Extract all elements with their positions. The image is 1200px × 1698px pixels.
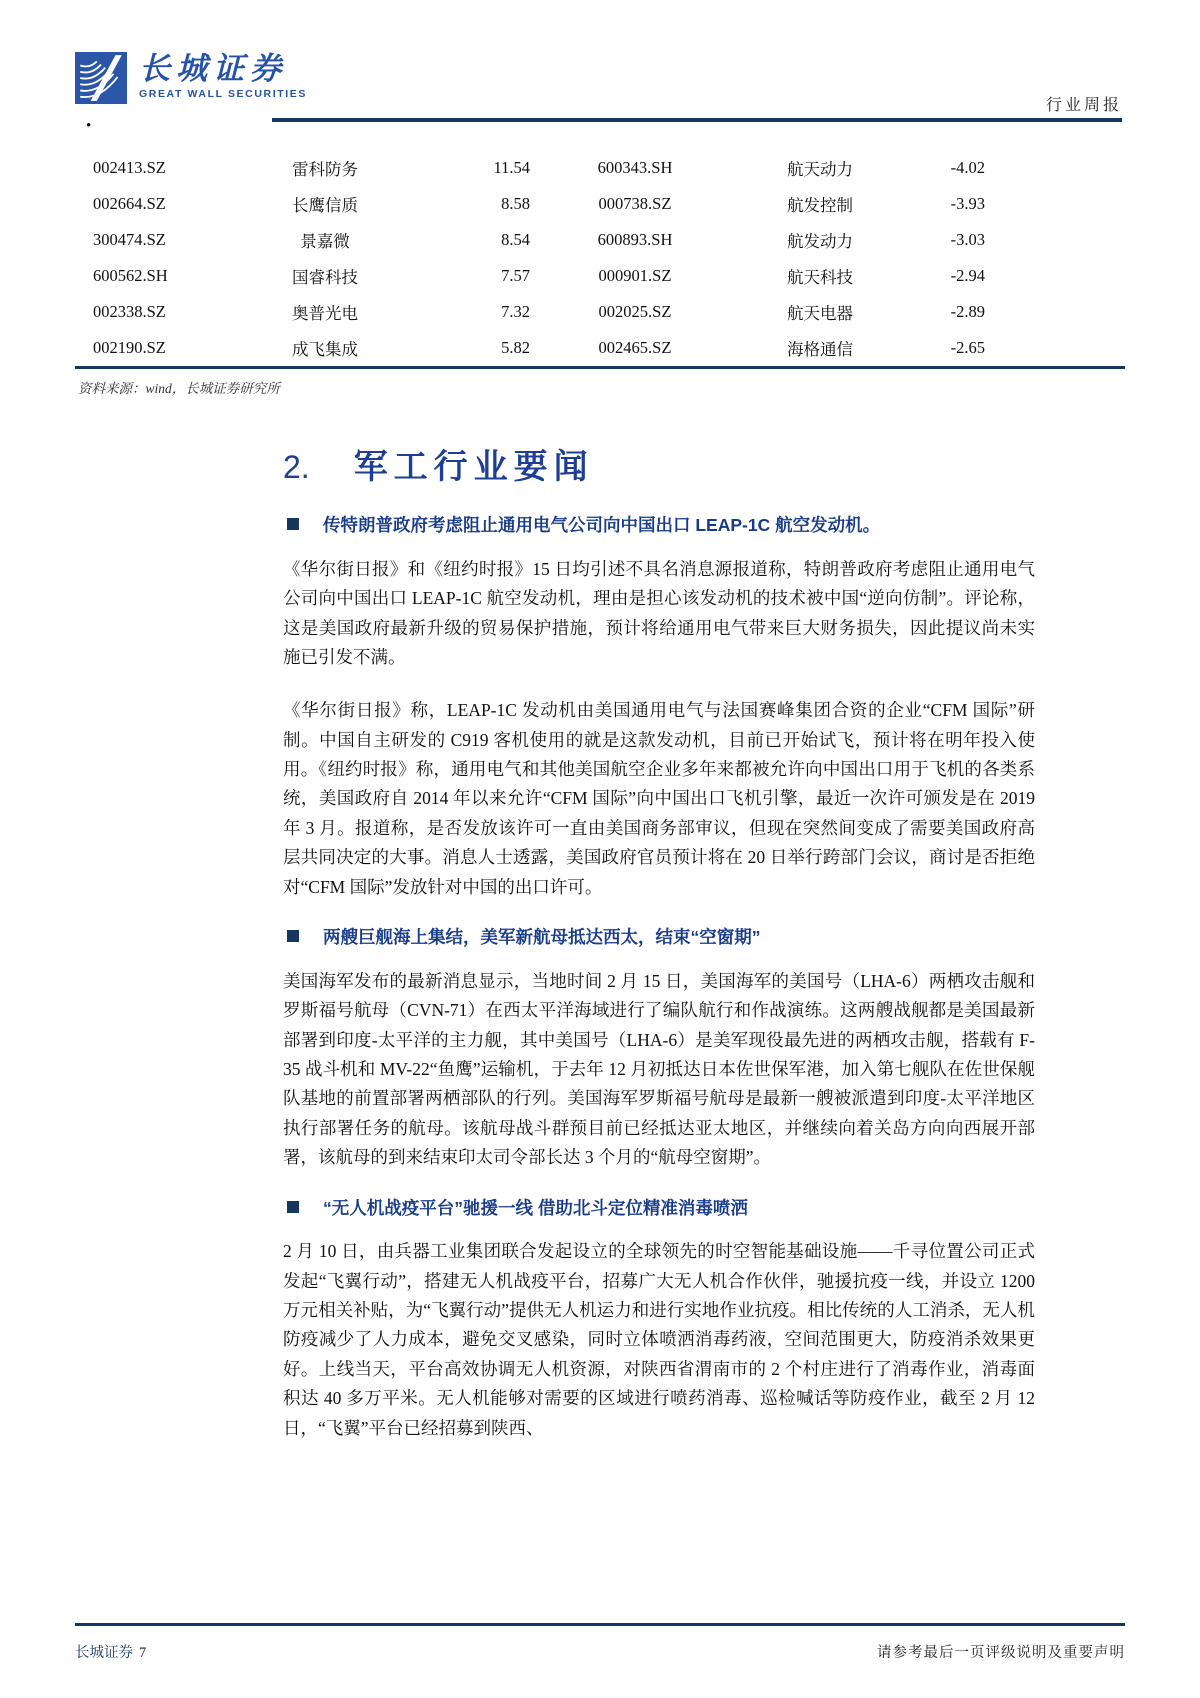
footer-brand-and-page <box>75 1641 146 1662</box>
stray-bullet: • <box>86 118 92 134</box>
news-item <box>283 1197 1035 1443</box>
stock-code: 600343.SH <box>597 158 673 177</box>
footer-page-number: 7 <box>139 1645 147 1661</box>
stock-change: 7.32 <box>501 302 530 321</box>
stock-name: 国睿科技 <box>292 268 358 287</box>
stock-change: -2.94 <box>950 266 985 285</box>
footer-notice: 请参考最后一页评级说明及重要声明 <box>877 1645 1125 1661</box>
stock-change: -2.89 <box>950 302 985 321</box>
news-paragraph: 《华尔街日报》和《纽约时报》15 日均引述不具名消息源报道称，特朗普政府考虑阻止通用电气公司向中国出口 LEAP-1C 航空发动机，理由是担心该发动机的技术被中国“逆向仿制”。评论称，这是美国政府最新升级的贸易保护措施，预计将给通用电气带来巨大财务损失，因此提议尚未实施已引发不满。 <box>283 558 1035 667</box>
stock-change: 11.54 <box>493 158 530 177</box>
stock-name: 雷科防务 <box>292 160 358 179</box>
news-heading-text: 传特朗普政府考虑阻止通用电气公司向中国出口 LEAP-1C 航空发动机。 <box>323 515 881 535</box>
bullet-square-icon <box>287 930 299 942</box>
logo-english-name: GREAT WALL SECURITIES <box>139 88 307 101</box>
stock-code: 002465.SZ <box>598 338 672 357</box>
table-row <box>75 258 1125 294</box>
stock-change: 8.54 <box>501 230 530 249</box>
bullet-square-icon <box>287 518 299 530</box>
stock-name: 航天动力 <box>787 160 853 179</box>
stock-name: 航发动力 <box>787 232 853 251</box>
stock-code: 300474.SZ <box>93 230 166 249</box>
stock-change: -3.93 <box>950 194 985 213</box>
stock-change: 8.58 <box>501 194 530 213</box>
stock-change-table <box>75 150 1125 369</box>
stock-name: 航天电器 <box>787 304 853 323</box>
news-item <box>283 514 1035 902</box>
table-row <box>75 186 1125 222</box>
stock-code: 002664.SZ <box>93 194 166 213</box>
stock-change: 5.82 <box>501 338 530 357</box>
great-wall-wave-icon <box>75 52 127 104</box>
stock-name: 航发控制 <box>787 196 853 215</box>
news-item <box>283 926 1035 1172</box>
news-heading <box>283 926 1035 949</box>
stock-name: 奥普光电 <box>292 304 358 323</box>
stock-change: -3.03 <box>950 230 985 249</box>
news-paragraph: 《华尔街日报》称，LEAP-1C 发动机由美国通用电气与法国赛峰集团合资的企业“CFM 国际”研制。中国自主研发的 C919 客机使用的就是这款发动机，目前已开始试飞，预计将在明年投入使用。《纽约时报》称，通用电气和其他美国航空企业多年来都被允许向中国出口用于飞机的各类系统，美国政府自 2014 年以来允许“CFM 国际”向中国出口飞机引擎，最近一次许可颁发是在 2019 年 3 月。报道称，是否发放该许可一直由美国商务部审议，但现在突然间变成了需要美国政府高层共同决定的大事。消息人士透露，美国政府官员预计将在 20 日举行跨部门会议，商讨是否拒绝对“CFM 国际”发放针对中国的出口许可。 <box>283 700 1035 897</box>
report-type-label: 行业周报 <box>1045 97 1122 114</box>
news-column <box>283 514 1035 1443</box>
source-note: 资料来源：wind，长城证券研究所 <box>78 381 280 396</box>
logo-text <box>139 52 307 100</box>
news-heading-text: “无人机战疫平台”驰援一线 借助北斗定位精准消毒喷洒 <box>323 1197 748 1218</box>
stock-name: 海格通信 <box>787 340 853 359</box>
stock-code: 002413.SZ <box>93 158 166 177</box>
header-rule <box>272 118 1122 122</box>
news-paragraph: 2 月 10 日，由兵器工业集团联合发起设立的全球领先的时空智能基础设施——千寻位置公司正式发起“飞翼行动”，搭建无人机战疫平台，招募广大无人机合作伙伴，驰援抗疫一线，并设立 1200 万元相关补贴，为“飞翼行动”提供无人机运力和进行实地作业抗疫。相比传统的人工消杀，无人机防疫减少了人力成本，避免交叉感染，同时立体喷洒消毒药液，空间范围更大，防疫消杀效果更好。上线当天，平台高效协调无人机资源，对陕西省渭南市的 2 个村庄进行了消毒作业，消毒面积达 40 多万平米。无人机能够对需要的区域进行喷药消毒、巡检喊话等防疫作业，截至 2 月 12 日，“飞翼”平台已经招募到陕西、 <box>283 1241 1035 1438</box>
section-heading <box>283 439 1125 488</box>
news-heading <box>283 514 1035 537</box>
stock-name: 长鹰信质 <box>292 196 358 215</box>
logo-chinese-name: 长城证券 <box>139 51 287 86</box>
bullet-square-icon <box>287 1201 299 1213</box>
section-number: 2. <box>283 449 310 485</box>
news-paragraph: 美国海军发布的最新消息显示，当地时间 2 月 15 日，美国海军的美国号（LHA-6）两栖攻击舰和罗斯福号航母（CVN-71）在西太平洋海域进行了编队航行和作战演练。这两艘战舰都是美国最新部署到印度-太平洋的主力舰，其中美国号（LHA-6）是美军现役最先进的两栖攻击舰，搭载有 F-35 战斗机和 MV-22“鱼鹰”运输机，于去年 12 月初抵达日本佐世保军港，加入第七舰队在佐世保舰队基地的前置部署两栖部队的行列。美国海军罗斯福号航母是最新一艘被派遣到印度-太平洋地区执行部署任务的航母。该航母战斗群预目前已经抵达亚太地区，并继续向着关岛方向向西展开部署，该航母的到来结束印太司令部长达 3 个月的“航母空窗期”。 <box>283 970 1035 1168</box>
page-footer <box>75 1623 1125 1662</box>
footer-brand: 长城证券 <box>75 1645 133 1661</box>
company-logo <box>75 52 307 104</box>
stock-code: 002025.SZ <box>598 302 672 321</box>
table-row <box>75 150 1125 186</box>
stock-code: 600562.SH <box>93 266 168 285</box>
stock-change: -2.65 <box>950 338 985 357</box>
stock-code: 000738.SZ <box>598 194 672 213</box>
stock-code: 002338.SZ <box>93 302 166 321</box>
stock-code: 600893.SH <box>597 230 673 249</box>
stock-name: 成飞集成 <box>292 340 358 359</box>
section-title: 军工行业要闻 <box>353 448 594 486</box>
stock-code: 000901.SZ <box>598 266 672 285</box>
stock-name: 景嘉微 <box>300 232 350 251</box>
news-heading <box>283 1197 1035 1220</box>
stock-change: -4.02 <box>950 158 985 177</box>
stock-code: 002190.SZ <box>93 338 166 357</box>
table-row <box>75 222 1125 258</box>
stock-change: 7.57 <box>501 266 530 285</box>
table-row <box>75 294 1125 330</box>
news-heading-text: 两艘巨舰海上集结，美军新航母抵达西太，结束“空窗期” <box>323 927 761 948</box>
stock-name: 航天科技 <box>787 268 853 287</box>
table-row <box>75 330 1125 366</box>
